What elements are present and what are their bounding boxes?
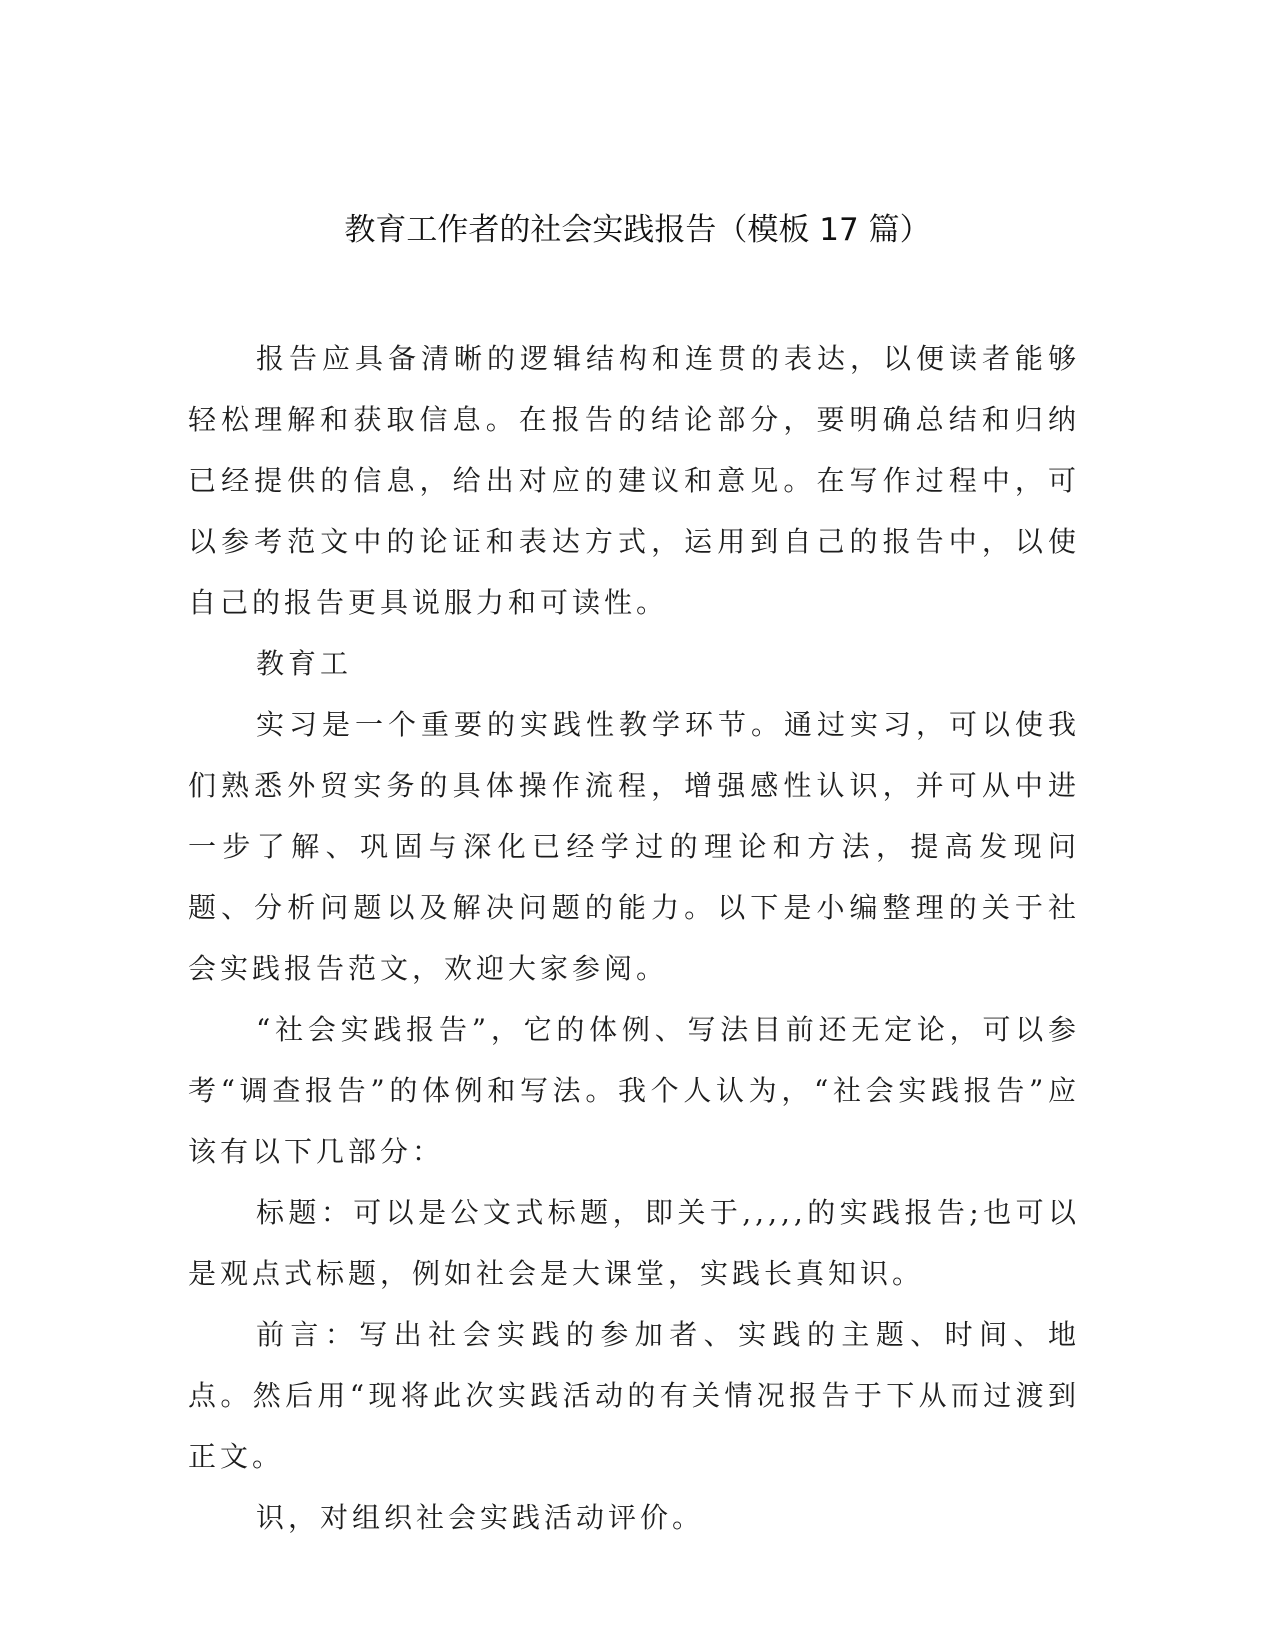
- document-body: [188, 328, 1080, 1548]
- paragraph-intro: 报告应具备清晰的逻辑结构和连贯的表达，以便读者能够轻松理解和获取信息。在报告的结论部分，要明确总结和归纳已经提供的信息，给出对应的建议和意见。在写作过程中，可以参考范文中的论证和表达方式，运用到自己的报告中，以使自己的报告更具说服力和可读性。: [188, 342, 1080, 619]
- paragraph-internship: 实习是一个重要的实践性教学环节。通过实习，可以使我们熟悉外贸实务的具体操作流程，增强感性认识，并可从中进一步了解、巩固与深化已经学过的理论和方法，提高发现问题、分析问题以及解决问题的能力。以下是小编整理的关于社会实践报告范文，欢迎大家参阅。: [188, 708, 1080, 985]
- paragraph-report-format: “社会实践报告”，它的体例、写法目前还无定论，可以参考“调查报告”的体例和写法。我个人认为，“社会实践报告”应该有以下几部分：: [188, 1013, 1080, 1168]
- paragraph-preface-guidance: 前言：写出社会实践的参加者、实践的主题、时间、地点。然后用“现将此次实践活动的有关情况报告于下从而过渡到正文。: [188, 1318, 1080, 1473]
- paragraph-title-guidance: 标题：可以是公文式标题，即关于,,,,,的实践报告;也可以是观点式标题，例如社会是大课堂，实践长真知识。: [188, 1196, 1080, 1290]
- document-title: 教育工作者的社会实践报告（模板 17 篇）: [344, 212, 931, 248]
- paragraph-evaluation: 识，对组织社会实践活动评价。: [256, 1501, 705, 1534]
- paragraph-heading-fragment: 教育工: [256, 647, 353, 680]
